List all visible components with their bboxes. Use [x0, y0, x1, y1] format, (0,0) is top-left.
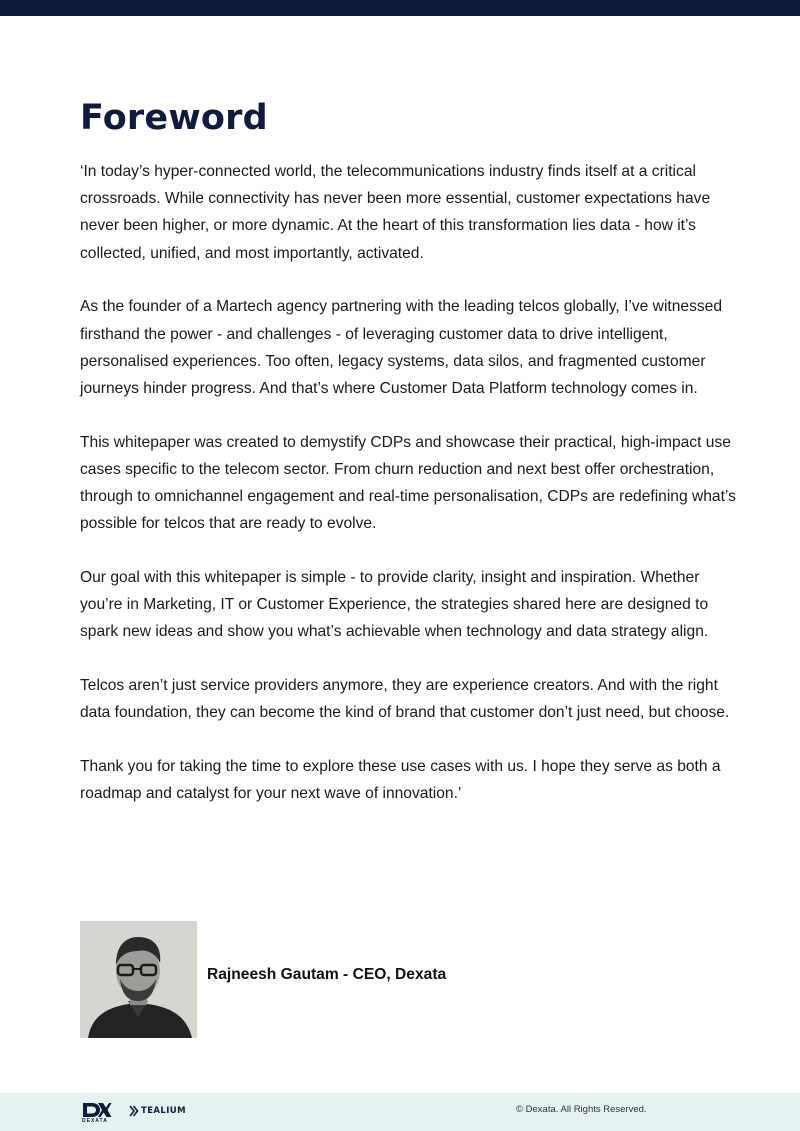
footer-bar [0, 1093, 800, 1131]
paragraph: Our goal with this whitepaper is simple - to provide clarity, insight and inspiration. Whether you’re in Marketing, IT or Customer Experience, the strategies shared here are designed to spark new ideas and show you what’s achievable when technology and data strategy align. [80, 568, 709, 641]
copyright-text: © Dexata. All Rights Reserved. [516, 1104, 647, 1115]
paragraph: Thank you for taking the time to explore these use cases with us. I hope they serve as both a roadmap and catalyst for your next wave of innovation.’ [80, 757, 721, 803]
foreword-body [80, 158, 740, 834]
paragraph: ‘In today’s hyper-connected world, the telecommunications industry finds itself at a critical crossroads. While connectivity has never been more essential, customer expectations have never been higher, or more dynamic. At the heart of this transformation lies data - how it’s collected, unified, and most importantly, activated. [80, 163, 711, 262]
paragraph: As the founder of a Martech agency partnering with the leading telcos globally, I’ve witnessed firsthand the power - and challenges - of leveraging customer data to drive intelligent, personalised experiences. Too often, legacy systems, data silos, and fragmented customer journeys hinder progress. And that’s where Customer Data Platform technology comes in. [80, 298, 723, 397]
top-accent-bar [0, 0, 800, 16]
author-photo [80, 921, 197, 1038]
paragraph: Telcos aren’t just service providers anymore, they are experience creators. And with the right data foundation, they can become the kind of brand that customer don’t just need, but choose. [80, 677, 730, 722]
tealium-logo [129, 1105, 186, 1117]
portrait-icon [80, 921, 197, 1038]
tealium-logo-text: TEALIUM [141, 1106, 186, 1116]
dexata-logo-text: DEXATA [82, 1118, 108, 1124]
paragraph: This whitepaper was created to demystify CDPs and showcase their practical, high-impact use cases specific to the telecom sector. From churn reduction and next best offer orchestration, through to omnichannel engagement and real-time personalisation, CDPs are redefining what’s possible for telcos that are ready to evolve. [80, 433, 736, 533]
tealium-logo-icon [129, 1105, 139, 1117]
page-title: Foreword [80, 98, 268, 138]
author-signature: Rajneesh Gautam - CEO, Dexata [207, 966, 447, 983]
